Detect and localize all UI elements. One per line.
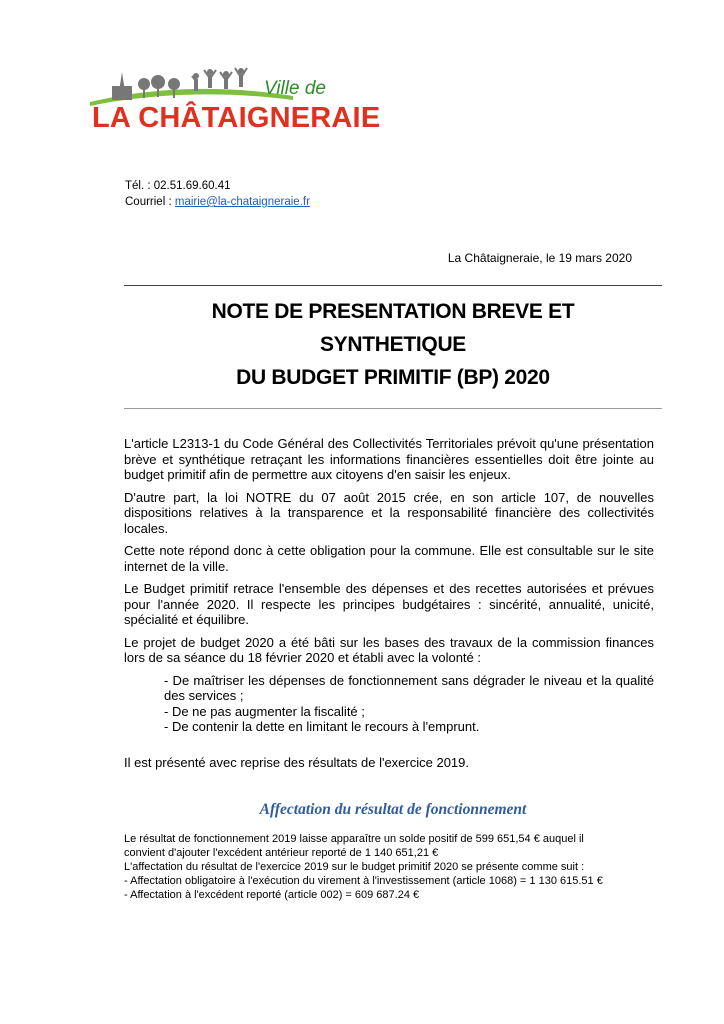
paragraph-results: Il est présenté avec reprise des résultats de l'exercice 2019. <box>124 754 469 770</box>
result-line-2: convient d'ajouter l'excédent antérieur reporté de 1 140 651,21 € <box>124 847 439 859</box>
title-bottom-rule <box>124 408 662 409</box>
dateline: La Châtaigneraie, le 19 mars 2020 <box>447 251 632 265</box>
logo-city-text: LA CHÂTAIGNERAIE <box>92 102 381 134</box>
paragraph-budget-principles: Le Budget primitif retrace l'ensemble des dépenses et des recettes autorisées et prévues pour l'année 2020. Il respecte les principes budgétaires : sincérité, annualité, unicité, spécialité et équilibre. <box>124 581 654 627</box>
body-text <box>124 436 654 777</box>
result-block <box>124 832 664 902</box>
title-line-1: NOTE DE PRESENTATION BREVE ET <box>211 300 575 323</box>
logo-ville-text: Ville de <box>264 78 326 99</box>
paragraph-commission: Le projet de budget 2020 a été bâti sur les bases des travaux de la commission finances lors de sa séance du 18 février 2020 et établi avec la volonté : <box>124 634 654 665</box>
result-line-5: - Affectation à l'excédent reporté (article 002) = 609 687.24 € <box>124 889 420 901</box>
result-line-4: - Affectation obligatoire à l'exécution du virement à l'investissement (article 1068) = 1 130 615.51 € <box>124 875 603 887</box>
title-line-3: DU BUDGET PRIMITIF (BP) 2020 <box>236 366 550 389</box>
town-logo <box>88 62 381 142</box>
contact-block <box>125 178 310 210</box>
document-title <box>124 295 662 394</box>
phone-number: Tél. : 02.51.69.60.41 <box>125 180 231 192</box>
email-line <box>125 194 310 210</box>
email-link[interactable]: mairie@la-chataigneraie.fr <box>174 196 310 208</box>
title-line-2: SYNTHETIQUE <box>319 333 467 356</box>
paragraph-intro: L'article L2313-1 du Code Général des Collectivités Territoriales prévoit qu'une présentation brève et synthétique retraçant les informations financières essentielles doit être jointe au budget primitif afin de permettre aux citoyens d'en saisir les enjeux. <box>124 436 654 482</box>
list-item: - De maîtriser les dépenses de fonctionnement sans dégrader le niveau et la qualité des services ; <box>164 672 654 703</box>
paragraph-notre-law: D'autre part, la loi NOTRE du 07 août 2015 crée, en son article 107, de nouvelles dispositions relatives à la transparence et la responsabilité financière des collectivités locales. <box>124 489 654 536</box>
section-heading: Affectation du résultat de fonctionnement <box>259 801 527 818</box>
result-line-3: L'affectation du résultat de l'exercice 2019 sur le budget primitif 2020 se présente comme suit : <box>124 861 585 873</box>
list-item: - De contenir la dette en limitant le recours à l'emprunt. <box>164 719 480 734</box>
email-label: Courriel : <box>125 196 175 208</box>
title-top-rule <box>124 285 662 286</box>
list-item: - De ne pas augmenter la fiscalité ; <box>164 703 365 719</box>
paragraph-obligation: Cette note répond donc à cette obligation pour la commune. Elle est consultable sur le site internet de la ville. <box>124 543 654 574</box>
result-line-1: Le résultat de fonctionnement 2019 laisse apparaître un solde positif de 599 651,54 € auquel il <box>124 833 584 845</box>
objectives-list <box>124 673 654 735</box>
